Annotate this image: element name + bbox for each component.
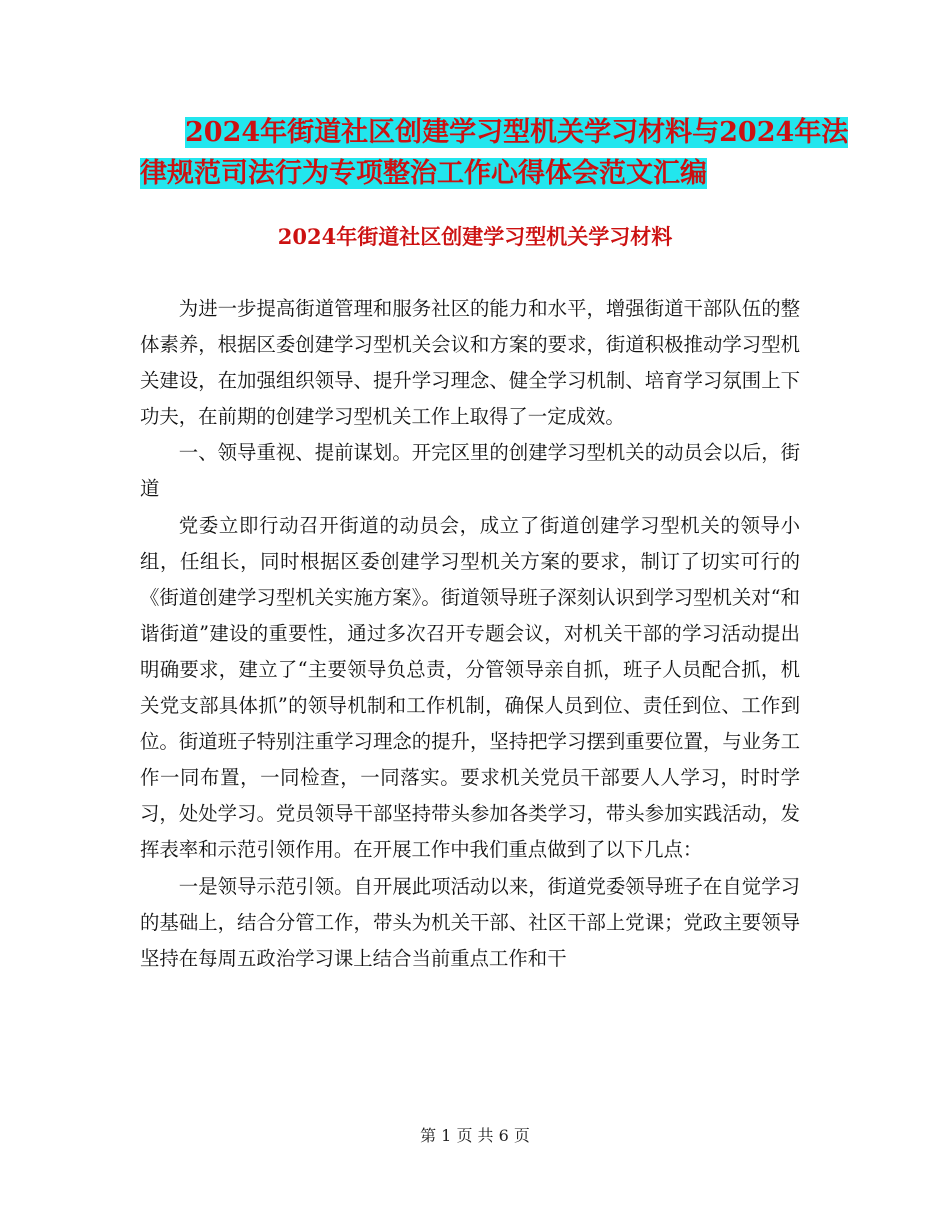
body-paragraph: 为进一步提高街道管理和服务社区的能力和水平，增强街道干部队伍的整体素养，根据区委创建学习型机关会议和方案的要求，街道积极推动学习型机关建设，在加强组织领导、提升学习理念、健全学习机制、培育学习氛围上下功夫，在前期的创建学习型机关工作上取得了一定成效。 xyxy=(140,297,800,429)
body-paragraph: 一是领导示范引领。自开展此项活动以来，街道党委领导班子在自觉学习的基础上，结合分管工作，带头为机关干部、社区干部上党课；党政主要领导坚持在每周五政治学习课上结合当前重点工作和干 xyxy=(140,874,800,970)
document-title-line-1: 2024年街道社区创建学习型机关学习材料与2024年法 xyxy=(185,117,849,148)
body-paragraph: 一、领导重视、提前谋划。开完区里的创建学习型机关的动员会以后，街道 xyxy=(140,441,800,501)
section-heading: 2024年街道社区创建学习型机关学习材料 xyxy=(277,224,673,249)
page-number-footer: 第 1 页 共 6 页 xyxy=(420,1126,530,1145)
body-paragraph: 党委立即行动召开街道的动员会，成立了街道创建学习型机关的领导小组，任组长，同时根据区委创建学习型机关方案的要求，制订了切实可行的《街道创建学习型机关实施方案》。街道领导班子深刻认识到学习型机关对“和谐街道”建设的重要性，通过多次召开专题会议，对机关干部的学习活动提出明确要求，建立了“主要领导负总责，分管领导亲自抓，班子人员配合抓，机关党支部具体抓”的领导机制和工作机制，确保人员到位、责任到位、工作到位。街道班子特别注重学习理念的提升，坚持把学习摆到重要位置，与业务工作一同布置，一同检查，一同落实。要求机关党员干部要人人学习，时时学习，处处学习。党员领导干部坚持带头参加各类学习，带头参加实践活动，发挥表率和示范引领作用。在开展工作中我们重点做到了以下几点： xyxy=(140,513,800,862)
document-title-line-2: 律规范司法行为专项整治工作心得体会范文汇编 xyxy=(140,158,707,189)
document-body xyxy=(140,291,800,977)
document-title xyxy=(140,112,849,194)
